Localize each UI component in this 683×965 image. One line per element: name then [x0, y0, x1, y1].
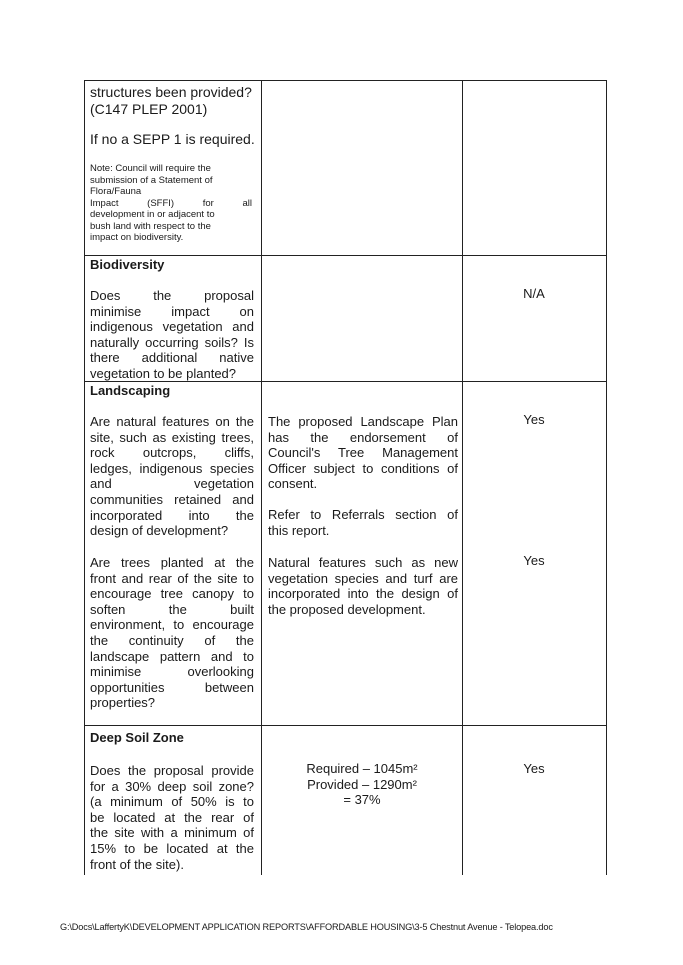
- note-line: Impact (SFFI) for all: [90, 197, 252, 209]
- note-line: Flora/Fauna: [90, 186, 142, 197]
- text-line: Refer to Referrals section of: [268, 507, 458, 522]
- text-line: front of the site).: [90, 856, 184, 872]
- table-border: [84, 80, 85, 875]
- comment-cell: [268, 555, 458, 617]
- text-line: for a 30% deep soil zone?: [90, 778, 254, 794]
- note-line: submission of a Statement of: [90, 174, 213, 186]
- text-line: landscape pattern and to: [90, 648, 254, 664]
- text-line: the proposed development.: [268, 601, 426, 617]
- text-line: there additional native: [90, 350, 254, 366]
- text-line: = 37%: [343, 792, 381, 808]
- text-line: incorporated into the design of: [268, 586, 458, 602]
- compliance-value: N/A: [523, 286, 545, 301]
- text-line: be located at the rear of: [90, 809, 254, 825]
- text-line: encourage tree canopy to: [90, 586, 254, 602]
- text-line: Does the proposal: [90, 288, 254, 303]
- table-border: [261, 80, 262, 875]
- text-line: front and rear of the site to: [90, 570, 254, 586]
- table-cell: structures been provided?: [90, 84, 252, 100]
- text-line: consent.: [268, 476, 318, 492]
- table-border: [462, 80, 463, 875]
- note-line: Note: Council will require the: [90, 163, 211, 174]
- text-line: minimise impact on: [90, 303, 254, 319]
- text-line: rock outcrops, cliffs,: [90, 445, 254, 461]
- table-border: [606, 80, 607, 875]
- table-cell: (C147 PLEP 2001): [90, 101, 208, 117]
- text-line: design of development?: [90, 523, 229, 539]
- text-line: Are natural features on the: [90, 414, 254, 429]
- table-cell: [90, 763, 254, 872]
- compliance-table: [84, 80, 607, 875]
- note-line: bush land with respect to the: [90, 220, 211, 232]
- text-line: site, such as existing trees,: [90, 429, 254, 445]
- text-line: and vegetation: [90, 476, 254, 492]
- compliance-value: Yes: [523, 553, 545, 568]
- table-border: [84, 80, 607, 81]
- text-line: opportunities between: [90, 679, 254, 695]
- text-line: Required – 1045m²: [306, 761, 418, 776]
- text-line: Provided – 1290m²: [307, 776, 417, 792]
- text-line: vegetation species and turf are: [268, 570, 458, 586]
- text-line: the continuity of the: [90, 632, 254, 648]
- text-line: properties?: [90, 695, 156, 711]
- text-line: environment, to encourage: [90, 617, 254, 633]
- note-text: [90, 163, 252, 244]
- text-line: The proposed Landscape Plan: [268, 414, 458, 429]
- comment-cell: [268, 507, 458, 538]
- row-divider: [84, 255, 607, 256]
- compliance-value: Yes: [523, 761, 545, 776]
- text-line: Does the proposal provide: [90, 763, 254, 778]
- text-line: 15% to be located at the: [90, 840, 254, 856]
- compliance-value: Yes: [523, 412, 545, 427]
- text-line: this report.: [268, 522, 330, 538]
- text-line: naturally occurring soils? Is: [90, 334, 254, 350]
- text-line: minimise overlooking: [90, 664, 254, 680]
- text-line: Council's Tree Management: [268, 445, 458, 461]
- text-line: has the endorsement of: [268, 429, 458, 445]
- section-heading: Deep Soil Zone: [90, 730, 184, 745]
- text-line: soften the built: [90, 601, 254, 617]
- text-line: the site with a minimum of: [90, 825, 254, 841]
- text-line: indigenous vegetation and: [90, 319, 254, 335]
- row-divider: [84, 725, 607, 726]
- text-line: (a minimum of 50% is to: [90, 794, 254, 810]
- table-cell: [90, 555, 254, 711]
- note-line: impact on biodiversity.: [90, 232, 184, 243]
- table-cell: [90, 414, 254, 539]
- text-line: ledges, indigenous species: [90, 460, 254, 476]
- text-line: communities retained and: [90, 491, 254, 507]
- comment-cell: [262, 761, 462, 808]
- text-line: vegetation to be planted?: [90, 365, 237, 381]
- comment-cell: [268, 414, 458, 492]
- table-cell: If no a SEPP 1 is required.: [90, 131, 255, 147]
- text-line: Officer subject to conditions of: [268, 460, 458, 476]
- section-heading: Biodiversity: [90, 257, 165, 272]
- text-line: Natural features such as new: [268, 555, 458, 570]
- section-heading: Landscaping: [90, 383, 171, 398]
- note-line: development in or adjacent to: [90, 209, 215, 220]
- file-path-footer: G:\Docs\LaffertyK\DEVELOPMENT APPLICATION REPORTS\AFFORDABLE HOUSING\3-5 Chestnut Avenue - Telopea.doc: [60, 922, 553, 932]
- text-line: Are trees planted at the: [90, 555, 254, 570]
- text-line: incorporated into the: [90, 507, 254, 523]
- table-cell: [90, 288, 254, 382]
